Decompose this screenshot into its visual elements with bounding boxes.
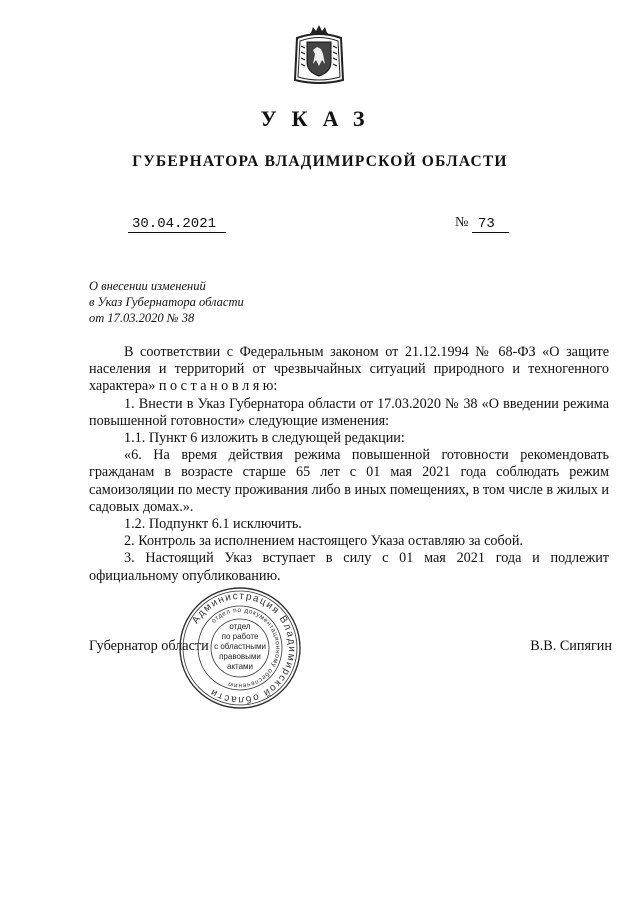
document-title: УКАЗ (260, 106, 380, 131)
body-paragraph: 3. Настоящий Указ вступает в силу с 01 мая 2021 года и подлежит официальному опубликованию. (89, 550, 609, 584)
body-paragraph: 1.1. Пункт 6 изложить в следующей редакции: (124, 430, 405, 447)
body-paragraph: 2. Контроль за исполнением настоящего Указа оставляю за собой. (124, 533, 523, 550)
signature-name: В.В. Сипягин (530, 638, 612, 654)
document-subject (89, 278, 349, 326)
signature-position: Губернатор области (89, 638, 209, 654)
coat-of-arms-icon (291, 24, 347, 86)
body-paragraph: В соответствии с Федеральным законом от 21.12.1994 № 68-ФЗ «О защите населения и территорий от чрезвычайных ситуаций природного и техногенного характера» п о с т а н о в л я ю: (89, 344, 609, 395)
stamp-center-line: по работе (221, 632, 259, 641)
body-paragraph: 1. Внести в Указ Губернатора области от 17.03.2020 № 38 «О введении режима повышенной готовности» следующие изменения: (89, 395, 609, 429)
document-body (89, 344, 609, 585)
stamp-ring-text: Администрация Владимирской области (190, 590, 298, 706)
stamp-center-line: актами (226, 662, 254, 671)
document-number-label: № (455, 215, 469, 230)
stamp-center-line: отдел (229, 622, 251, 631)
subject-line: от 17.03.2020 № 38 (89, 311, 195, 325)
stamp-center-text (178, 622, 302, 672)
document-date: 30.04.2021 (128, 216, 226, 233)
body-paragraph: «6. На время действия режима повышенной готовности рекомендовать гражданам в возрасте старше 65 лет с 01 мая 2021 года соблюдать режим самоизоляции по месту проживания либо в иных помещениях, в том числе в жилых и садовых домах.». (89, 447, 609, 515)
stamp-center-line: с областными (214, 642, 266, 651)
body-paragraph: 1.2. Подпункт 6.1 исключить. (124, 516, 302, 533)
stamp-inner-text: отдел по документационному обеспечению (210, 606, 282, 690)
document-number: 73 (472, 216, 509, 233)
subject-line: О внесении изменений (89, 279, 206, 293)
stamp-center-line: правовыми (219, 652, 261, 661)
subject-line: в Указ Губернатора области (89, 295, 244, 309)
official-stamp (178, 586, 302, 710)
document-subtitle: ГУБЕРНАТОРА ВЛАДИМИРСКОЙ ОБЛАСТИ (132, 153, 508, 170)
